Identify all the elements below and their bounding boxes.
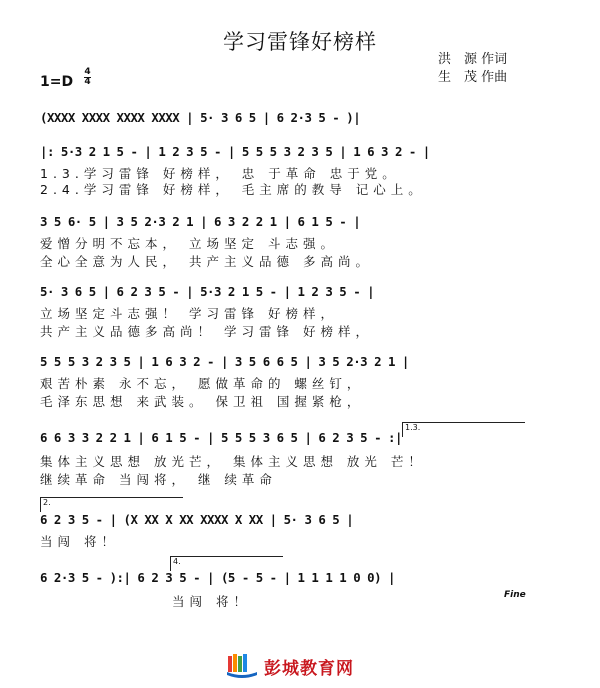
volta-first-ending: 1.3. (402, 422, 525, 437)
lyric-row-2-verse2: 全心全意为人民， 共产主义品德 多高尚。 (40, 254, 373, 269)
notation-row-intro: (XXXX XXXX XXXX XXXX | 5· 3 6 5 | 6 2·3 5 - )| (40, 110, 361, 125)
book-icon (226, 652, 258, 678)
notation-row-4: 5 5 5 3 2 3 5 | 1 6 3 2 - | 3 5 6 6 5 | 3 5 2·3 2 1 | (40, 354, 409, 369)
lyric-row-1-verse1: 1.3.学习雷锋 好榜样， 忠 于革命 忠于党。 (40, 166, 400, 181)
time-top: 4 (84, 67, 91, 77)
lyric-row-2-verse1: 爱憎分明不忘本， 立场坚定 斗志强。 (40, 236, 338, 251)
notation-row-7: 6 2·3 5 - ):| 6 2 3 5 - | (5 - 5 - | 1 1 1 1 0 0) | (40, 570, 395, 585)
lyric-row-3-verse2: 共产主义品德多高尚！ 学习雷锋 好榜样， (40, 324, 373, 339)
lyricist-credit: 洪 源 作词 (438, 52, 508, 67)
lyric-row-5-verse1: 集体主义思想 放光芒， 集体主义思想 放光 芒！ (40, 454, 426, 469)
site-logo (226, 652, 386, 680)
lyric-row-5-verse2: 继续革命 当闯将， 继 续革命 (40, 472, 277, 487)
time-signature (84, 68, 91, 87)
lyric-row-4-verse2: 毛泽东思想 来武装。 保卫祖 国握紧枪， (40, 394, 365, 409)
time-bottom: 4 (84, 77, 91, 87)
lyric-row-4-verse1: 艰苦朴素 永不忘， 愿做革命的 螺丝钉， (40, 376, 365, 391)
notation-row-5: 6 6 3 3 2 2 1 | 6 1 5 - | 5 5 5 3 6 5 | 6 2 3 5 - :| (40, 430, 402, 445)
notation-row-2: 3 5 6· 5 | 3 5 2·3 2 1 | 6 3 2 2 1 | 6 1 5 - | (40, 214, 361, 229)
notation-row-3: 5· 3 6 5 | 6 2 3 5 - | 5·3 2 1 5 - | 1 2 3 5 - | (40, 284, 375, 299)
fine-marking: Fine (504, 590, 526, 600)
lyric-row-1-verse2: 2.4.学习雷锋 好榜样， 毛主席的教导 记心上。 (40, 182, 426, 197)
song-title: 学习雷锋好榜样 (223, 30, 377, 54)
key-signature: 1=D (40, 74, 74, 90)
volta-second-ending: 2. (40, 497, 183, 512)
volta-fourth-ending: 4. (170, 556, 283, 571)
composer-credit: 生 茂 作曲 (438, 70, 508, 85)
lyric-row-6: 当闯 将！ (40, 534, 119, 549)
lyric-row-7: 当闯 将！ (172, 594, 251, 609)
notation-row-6: 6 2 3 5 - | (X XX X XX XXXX X XX | 5· 3 6 5 | (40, 512, 354, 527)
notation-row-1: |: 5·3 2 1 5 - | 1 2 3 5 - | 5 5 5 3 2 3 5 | 1 6 3 2 - | (40, 144, 430, 159)
logo-text: 彭城教育网 (264, 659, 354, 679)
lyric-row-3-verse1: 立场坚定斗志强！ 学习雷锋 好榜样， (40, 306, 338, 321)
